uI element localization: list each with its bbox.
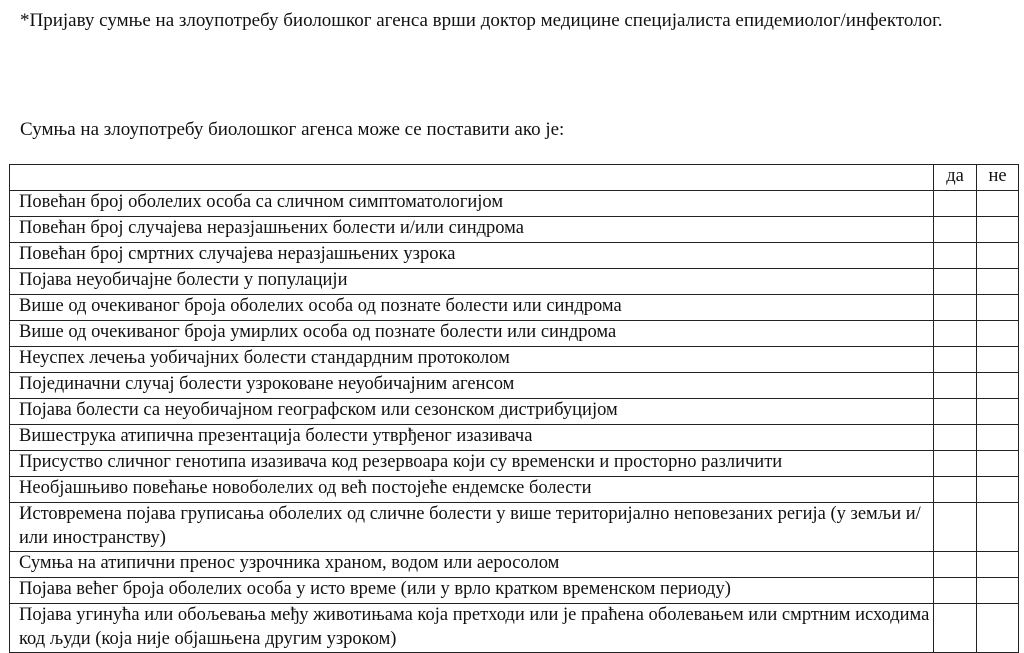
criterion-label: Присуство сличног генотипа изазивача код резервоара који су временски и просторно различити	[10, 451, 934, 477]
table-row	[10, 347, 1019, 373]
no-checkbox-cell[interactable]	[977, 477, 1019, 503]
yes-checkbox-cell[interactable]	[934, 373, 977, 399]
criterion-label: Појава угинућа или обољевања међу животињама која претходи или је праћена оболевањем или смртним исходима код људи (која није објашњена другим узроком)	[10, 604, 934, 653]
yes-checkbox-cell[interactable]	[934, 477, 977, 503]
table-row	[10, 373, 1019, 399]
table-row	[10, 217, 1019, 243]
yes-checkbox-cell[interactable]	[934, 269, 977, 295]
criterion-label: Сумња на атипични пренос узрочника храном, водом или аеросолом	[10, 552, 934, 578]
no-checkbox-cell[interactable]	[977, 217, 1019, 243]
table-row	[10, 451, 1019, 477]
criterion-label: Неуспех лечења уобичајних болести стандардним протоколом	[10, 347, 934, 373]
no-checkbox-cell[interactable]	[977, 451, 1019, 477]
no-checkbox-cell[interactable]	[977, 552, 1019, 578]
no-checkbox-cell[interactable]	[977, 347, 1019, 373]
yes-header: да	[934, 165, 977, 191]
no-checkbox-cell[interactable]	[977, 295, 1019, 321]
yes-checkbox-cell[interactable]	[934, 243, 977, 269]
table-row	[10, 503, 1019, 552]
yes-checkbox-cell[interactable]	[934, 425, 977, 451]
criterion-label: Више од очекиваног броја умирлих особа од познате болести или синдрома	[10, 321, 934, 347]
yes-checkbox-cell[interactable]	[934, 217, 977, 243]
yes-checkbox-cell[interactable]	[934, 191, 977, 217]
yes-checkbox-cell[interactable]	[934, 399, 977, 425]
table-row	[10, 321, 1019, 347]
criterion-label: Повећан број смртних случајева неразјашњених узрока	[10, 243, 934, 269]
table-row	[10, 399, 1019, 425]
yes-checkbox-cell[interactable]	[934, 451, 977, 477]
criterion-label: Појава неуобичајне болести у популацији	[10, 269, 934, 295]
criterion-label: Истовремена појава груписања оболелих од сличне болести у више територијално неповезаних регија (у земљи и/или иностранству)	[10, 503, 934, 552]
criterion-label: Појава већег броја оболелих особа у исто време (или у врло кратком временском периоду)	[10, 578, 934, 604]
no-checkbox-cell[interactable]	[977, 269, 1019, 295]
no-checkbox-cell[interactable]	[977, 425, 1019, 451]
biological-agent-report-note: *Пријаву сумње на злоупотребу биолошког агенса врши доктор медицине специјалиста епидемиолог/инфектолог.	[20, 10, 943, 31]
no-checkbox-cell[interactable]	[977, 243, 1019, 269]
no-checkbox-cell[interactable]	[977, 399, 1019, 425]
table-row	[10, 425, 1019, 451]
criterion-label: Појединачни случај болести узроковане неуобичајним агенсом	[10, 373, 934, 399]
no-header: не	[977, 165, 1019, 191]
table-header-row	[10, 165, 1019, 191]
no-checkbox-cell[interactable]	[977, 578, 1019, 604]
table-row	[10, 295, 1019, 321]
criterion-label: Повећан број случајева неразјашњених болести и/или синдрома	[10, 217, 934, 243]
no-checkbox-cell[interactable]	[977, 373, 1019, 399]
yes-checkbox-cell[interactable]	[934, 503, 977, 552]
no-checkbox-cell[interactable]	[977, 321, 1019, 347]
criterion-header	[10, 165, 934, 191]
criterion-label: Више од очекиваног броја оболелих особа од познате болести или синдрома	[10, 295, 934, 321]
yes-checkbox-cell[interactable]	[934, 295, 977, 321]
yes-checkbox-cell[interactable]	[934, 604, 977, 653]
criterion-label: Необјашњиво повећање новоболелих од већ постојеће ендемске болести	[10, 477, 934, 503]
table-row	[10, 604, 1019, 653]
criterion-label: Вишеструка атипична презентација болести утврђеног изазивача	[10, 425, 934, 451]
no-checkbox-cell[interactable]	[977, 604, 1019, 653]
suspicion-checklist-table	[9, 164, 1019, 653]
yes-checkbox-cell[interactable]	[934, 552, 977, 578]
table-row	[10, 243, 1019, 269]
no-checkbox-cell[interactable]	[977, 191, 1019, 217]
table-row	[10, 477, 1019, 503]
checklist-intro: Сумња на злоупотребу биолошког агенса може се поставити ако је:	[20, 119, 565, 140]
no-checkbox-cell[interactable]	[977, 503, 1019, 552]
table-row	[10, 269, 1019, 295]
table-row	[10, 191, 1019, 217]
yes-checkbox-cell[interactable]	[934, 347, 977, 373]
criterion-label: Појава болести са неуобичајном географском или сезонском дистрибуцијом	[10, 399, 934, 425]
yes-checkbox-cell[interactable]	[934, 578, 977, 604]
table-row	[10, 552, 1019, 578]
criterion-label: Повећан број оболелих особа са сличном симптоматологијом	[10, 191, 934, 217]
yes-checkbox-cell[interactable]	[934, 321, 977, 347]
table-row	[10, 578, 1019, 604]
